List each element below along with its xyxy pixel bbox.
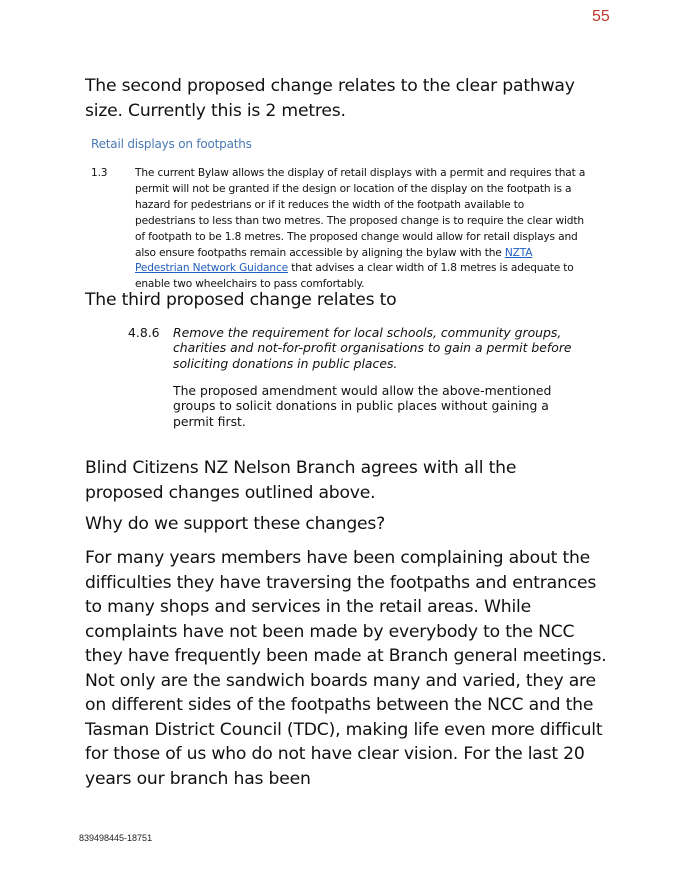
- amendment-body-text: The proposed amendment would allow the above-mentioned groups to solicit donations in public places without gaining a permit first.: [173, 383, 552, 429]
- paragraph-complaints: For many years members have been complaining about the difficulties they have traversing the footpaths and entrances to many shops and services in the retail areas. While complaints have not been made by everybody to the NCC they have frequently been made at Branch general meetings. Not only are the sandwich boards many and varied, they are on different sides of the footpaths between the NCC and the Tasman District Council (TDC), making life even more difficult for those of us who do not have clear vision. For the last 20 years our branch has been: [85, 548, 607, 789]
- paragraph-third-change: The third proposed change relates to: [85, 290, 397, 310]
- amendment-number: 4.8.6: [128, 325, 160, 340]
- clause-text-after-link: that advises a clear width of 1.8 metres is adequate to enable two wheelchairs to pass comfortably.: [135, 262, 574, 291]
- section-subheading: Retail displays on footpaths: [91, 137, 252, 151]
- paragraph-question: Why do we support these changes?: [85, 514, 386, 534]
- clause-text-before-link: The current Bylaw allows the display of retail displays with a permit and requires that a permit will not be granted if the design or location of the display on the footpath is a hazard for pedestrians or if it reduces the width of the footpath available to pedestrians to less than two metres. The proposed change is to require the clear width of footpath to be 1.8 metres. The proposed change would allow for retail displays and also ensure footpaths remain accessible by aligning the bylaw with the: [135, 167, 586, 259]
- document-id: 839498445-18751: [79, 833, 153, 843]
- page-number: 55: [592, 8, 610, 25]
- paragraph-agreement: Blind Citizens NZ Nelson Branch agrees with all the proposed changes outlined above.: [85, 458, 517, 503]
- amendment-italic-text: Remove the requirement for local schools, community groups, charities and not-for-profit organisations to gain a permit before soliciting donations in public places.: [173, 325, 572, 371]
- clause-text: [135, 166, 587, 293]
- nzta-guidance-link[interactable]: NZTA Pedestrian Network Guidance: [135, 246, 533, 275]
- clause-number: 1.3: [91, 167, 108, 179]
- paragraph-clear-pathway: The second proposed change relates to the clear pathway size. Currently this is 2 metres.: [85, 76, 575, 121]
